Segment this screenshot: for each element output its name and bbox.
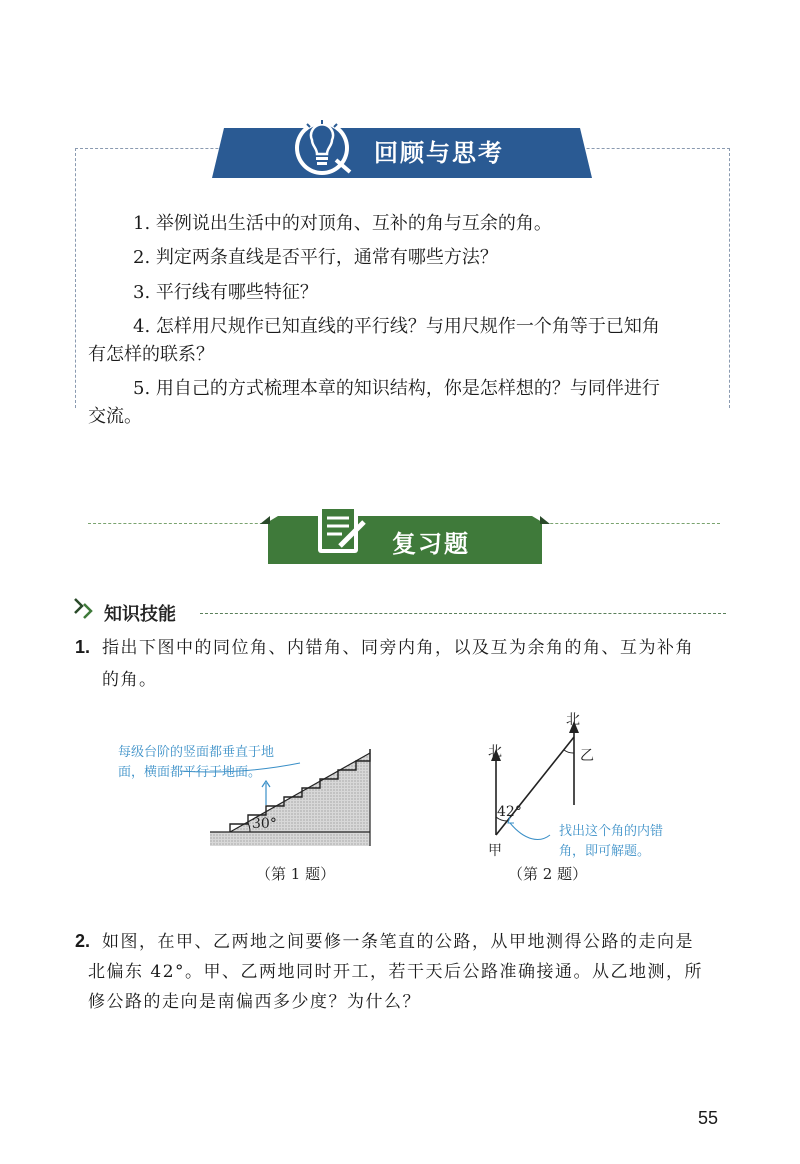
- fig2-angle: 42°: [497, 804, 522, 820]
- fig2-point-b: 乙: [580, 748, 594, 764]
- fig2-note-line-2: 角，即可解题。: [559, 844, 651, 859]
- section-rule: [200, 613, 726, 614]
- review-item-1: 1. 举例说出生活中的对顶角、互补的角与互余的角。: [133, 213, 552, 234]
- fig1-note-line-2: 面，横面都平行于地面。: [118, 765, 262, 780]
- q2-line-1: 如图，在甲、乙两地之间要修一条笔直的公路，从甲地测得公路的走向是: [102, 932, 694, 952]
- fig1-caption: （第 1 题）: [256, 865, 336, 883]
- exercise-title: 复习题: [392, 530, 470, 558]
- review-item-5: 5. 用自己的方式梳理本章的知识结构，你是怎样想的？与同伴进行: [133, 378, 660, 399]
- fig2-north-left: 北: [488, 744, 502, 760]
- q1-number: 1.: [75, 637, 91, 657]
- exercise-rule-left: [88, 523, 278, 524]
- review-item-4-cont: 有怎样的联系？: [88, 344, 214, 365]
- review-item-2: 2. 判定两条直线是否平行，通常有哪些方法？: [133, 247, 498, 268]
- review-box: [75, 148, 730, 408]
- exercise-rule-right: [530, 523, 720, 524]
- q2-line-2: 北偏东 42°。甲、乙两地同时开工，若干天后公路准确接通。从乙地测，所: [88, 962, 704, 982]
- fig2-caption: （第 2 题）: [508, 865, 588, 883]
- q1-line-1: 指出下图中的同位角、内错角、同旁内角，以及互为余角的角、互为补角: [102, 638, 694, 658]
- fig2-north-right: 北: [566, 712, 580, 728]
- review-item-3: 3. 平行线有哪些特征？: [133, 282, 318, 303]
- fig2-note-line-1: 找出这个角的内错: [559, 824, 664, 839]
- fig2-point-a: 甲: [488, 843, 502, 859]
- chevron-right-icon: [73, 596, 99, 620]
- review-item-5-cont: 交流。: [88, 406, 142, 427]
- page-number: 55: [698, 1108, 719, 1128]
- fig1-angle: 30°: [252, 816, 277, 832]
- q2-number: 2.: [75, 931, 91, 951]
- q2-line-3: 修公路的走向是南偏西多少度？为什么？: [88, 992, 421, 1012]
- q1-line-2: 的角。: [102, 670, 158, 690]
- fig1-note-line-1: 每级台阶的竖面都垂直于地: [118, 745, 275, 760]
- review-item-4: 4. 怎样用尺规作已知直线的平行线？与用尺规作一个角等于已知角: [133, 316, 660, 337]
- review-title: 回顾与思考: [374, 139, 504, 167]
- section-title: 知识技能: [104, 604, 176, 625]
